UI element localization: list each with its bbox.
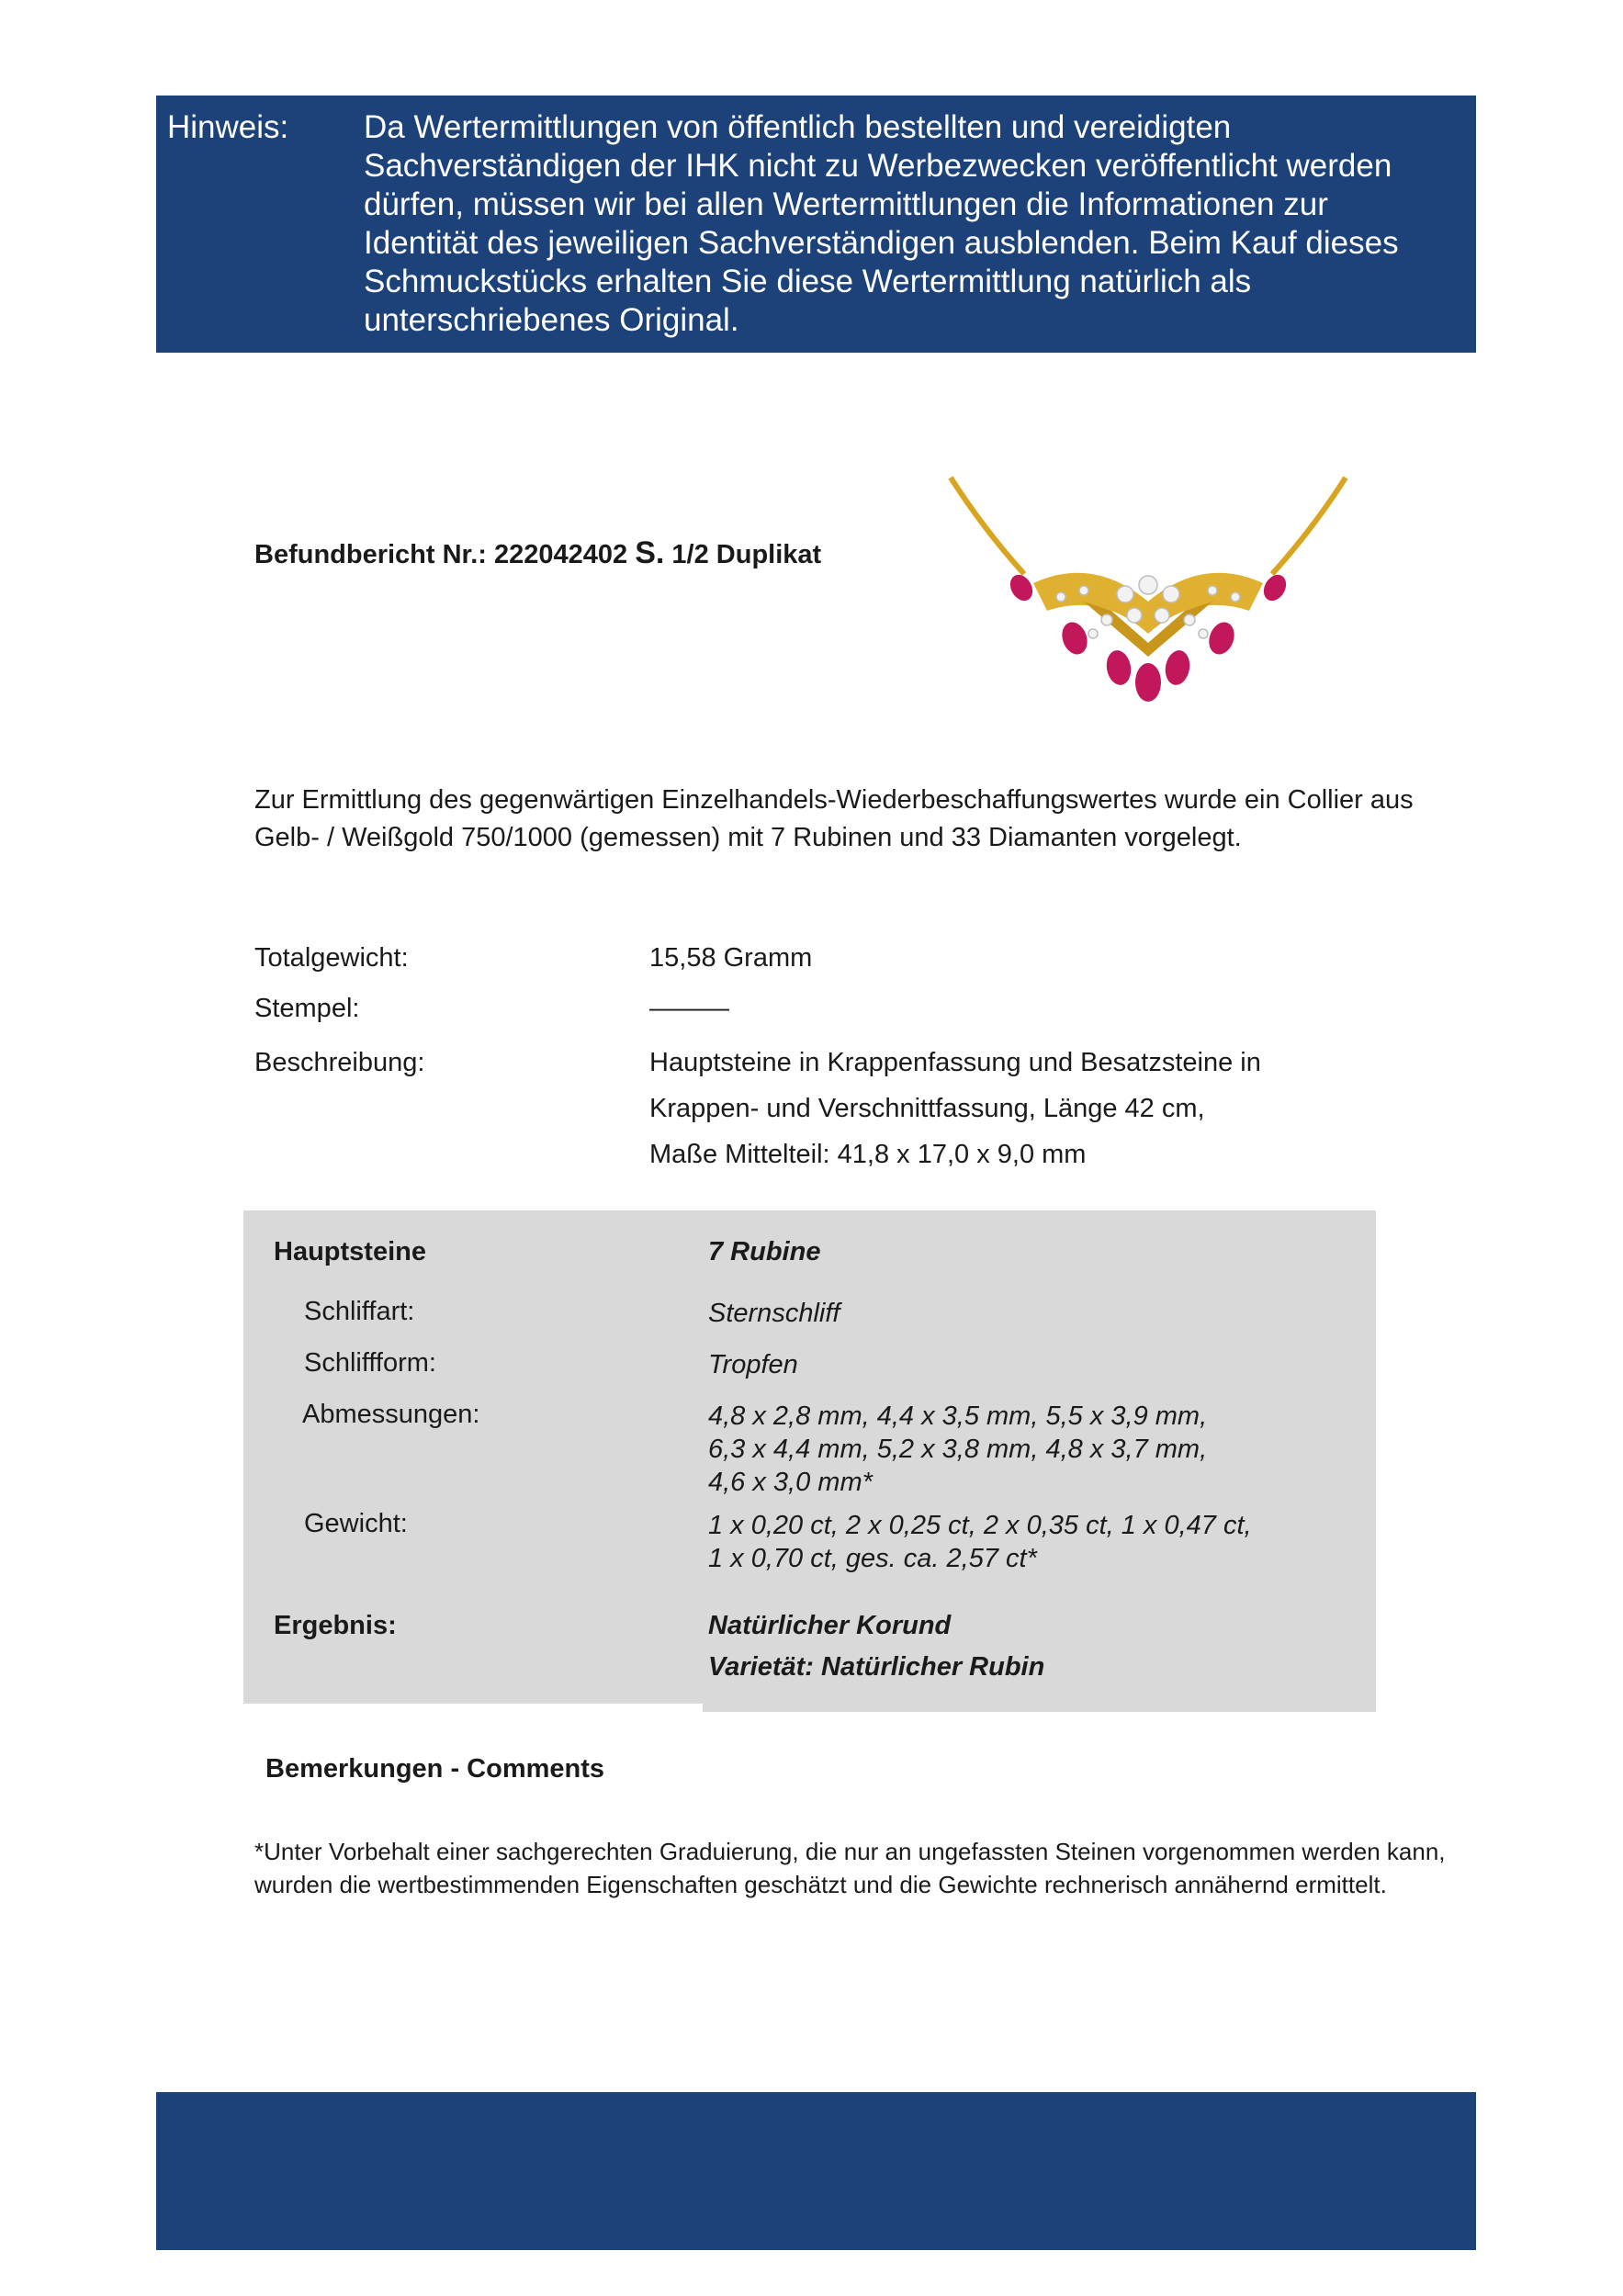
report-page-info: 1/2 Duplikat — [671, 540, 822, 569]
dimensions-label: Abmessungen: — [302, 1400, 480, 1429]
necklace-image — [946, 473, 1350, 712]
footer-banner — [156, 2092, 1476, 2250]
notice-text: Da Wertermittlungen von öffentlich bestellten und vereidigten Sachverständigen der IHK nicht zu Werbezwecken veröffentlicht werden dürfen, müssen wir bei allen Wertermittlungen die Informationen zur Identität des jeweiligen Sachverständigen ausblenden. Beim Kauf dieses Schmuckstücks erhalten Sie diese Wertermittlung natürlich als unterschriebenes Original. — [364, 109, 1399, 338]
report-page-s: S. — [635, 535, 665, 570]
total-weight-value: 15,58 Gramm — [649, 943, 813, 973]
main-stones-heading: Hauptsteine — [274, 1237, 426, 1266]
cut-label: Schliffart: — [304, 1297, 415, 1326]
comments-text: *Unter Vorbehalt einer sachgerechten Graduierung, die nur an ungefassten Steinen vorgenommen werden kann, wurden die wertbestimmenden Eigenschaften geschätzt und die Gewichte rechnerisch annähernd ermittelt. — [254, 1838, 1446, 1898]
report-title — [254, 535, 821, 571]
stamp-value: ——— — [649, 994, 729, 1023]
description-line-2: Krappen- und Verschnittfassung, Länge 42 cm, — [649, 1094, 1205, 1123]
weight-label: Gewicht: — [304, 1509, 408, 1538]
description-line-3: Maße Mittelteil: 41,8 x 17,0 x 9,0 mm — [649, 1140, 1087, 1169]
weight-line-1: 1 x 0,20 ct, 2 x 0,25 ct, 2 x 0,35 ct, 1 x 0,47 ct, — [708, 1511, 1252, 1540]
panel-cutout — [243, 1704, 703, 1717]
weight-line-2: 1 x 0,70 ct, ges. ca. 2,57 ct* — [708, 1544, 1037, 1573]
intro-paragraph: Zur Ermittlung des gegenwärtigen Einzelhandels-Wiederbeschaffungswertes wurde ein Collier aus Gelb- / Weißgold 750/1000 (gemessen) mit 7 Rubinen und 33 Diamanten vorgelegt. — [254, 785, 1414, 852]
cut-value: Sternschliff — [708, 1299, 840, 1328]
shape-label: Schliffform: — [304, 1348, 436, 1378]
comments-heading: Bemerkungen - Comments — [265, 1754, 605, 1784]
necklace-chain — [951, 478, 1346, 574]
total-weight-label: Totalgewicht: — [254, 943, 409, 973]
dimensions-line-3: 4,6 x 3,0 mm* — [708, 1468, 873, 1497]
stamp-label: Stempel: — [254, 994, 360, 1023]
shape-value: Tropfen — [708, 1350, 798, 1379]
main-stones-count: 7 Rubine — [708, 1237, 821, 1266]
description-line-1: Hauptsteine in Krappenfassung und Besatzsteine in — [649, 1048, 1261, 1077]
notice-label: Hinweis: — [167, 109, 289, 145]
description-label: Beschreibung: — [254, 1048, 425, 1077]
report-number: Befundbericht Nr.: 222042402 — [254, 540, 628, 569]
result-line-2: Varietät: Natürlicher Rubin — [708, 1652, 1045, 1682]
dimensions-line-2: 6,3 x 4,4 mm, 5,2 x 3,8 mm, 4,8 x 3,7 mm, — [708, 1435, 1208, 1464]
dimensions-line-1: 4,8 x 2,8 mm, 4,4 x 3,5 mm, 5,5 x 3,9 mm, — [708, 1401, 1208, 1431]
result-label: Ergebnis: — [274, 1611, 397, 1640]
notice-banner — [156, 96, 1476, 353]
result-line-1: Natürlicher Korund — [708, 1611, 952, 1640]
